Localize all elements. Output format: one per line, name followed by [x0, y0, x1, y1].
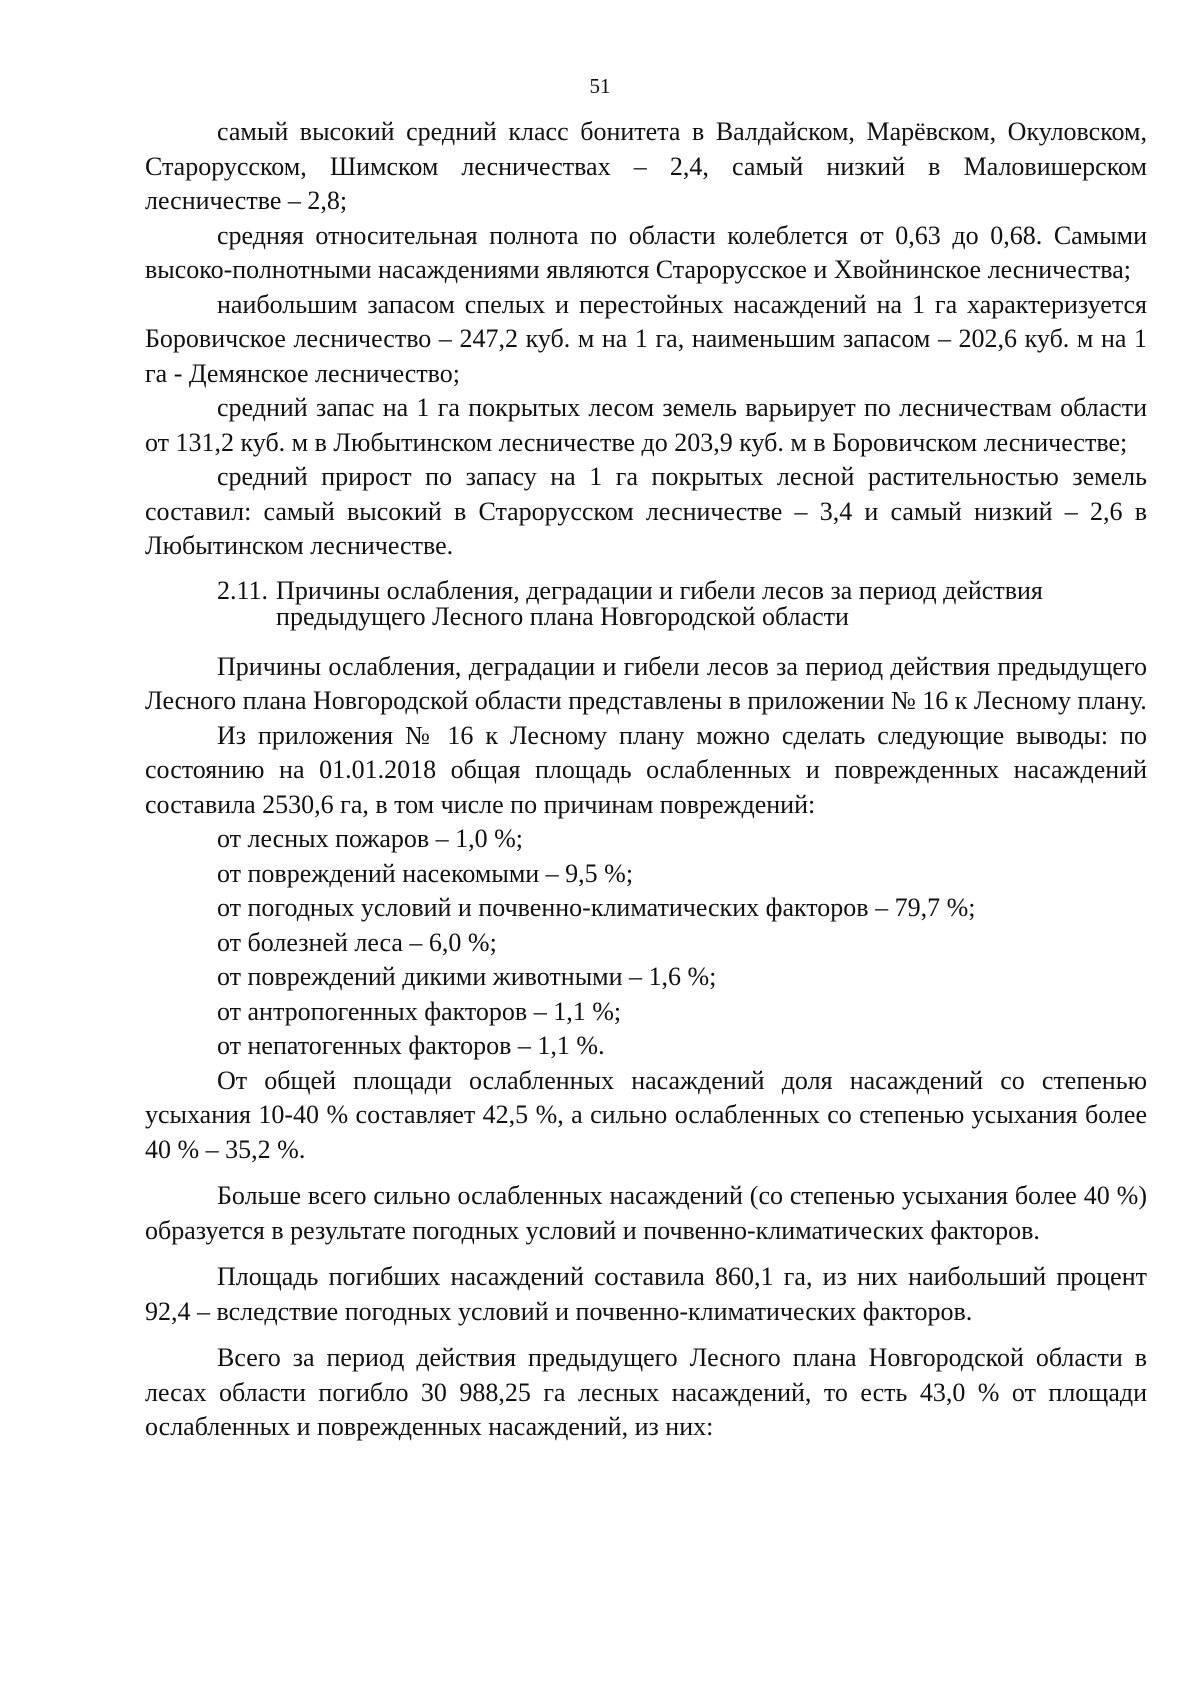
list-item: от болезней леса – 6,0 %;: [217, 927, 497, 957]
paragraph-conclusions: Из приложения № 16 к Лесному плану можно сделать следующие выводы: по состоянию на 01.01.2018 общая площадь ослабленных и поврежденных насаждений составила 2530,6 га, в том числе по причинам повреждений:: [145, 720, 1147, 819]
list-item: от непатогенных факторов – 1,1 %.: [217, 1031, 605, 1060]
list-item: от лесных пожаров – 1,0 %;: [217, 824, 524, 853]
section-number: 2.11.: [217, 575, 269, 605]
paragraph-total-dead: Всего за период действия предыдущего Лесного плана Новгородской области в лесах области погибло 30 988,25 га лесных насаждений, то есть 43,0 % от площади ослабленных и поврежденных насаждений, из них:: [145, 1343, 1147, 1441]
paragraph-density: средняя относительная полнота по области колеблется от 0,63 до 0,68. Самыми высоко-полнотными насаждениями являются Старорусское и Хвойнинское лесничества;: [145, 220, 1147, 284]
paragraph-average-growth: средний прирост по запасу на 1 га покрытых лесной растительностью земель составил: самый высокий в Старорусском лесничестве – 3,4 и самый низкий – 2,6 в Любытинском лесничестве.: [145, 462, 1147, 560]
list-item: от погодных условий и почвенно-климатических факторов – 79,7 %;: [217, 893, 976, 922]
paragraph-average-stock: средний запас на 1 га покрытых лесом земель варьирует по лесничествам области от 131,2 куб. м в Любытинском лесничестве до 203,9 куб. м в Боровичском лесничестве;: [145, 393, 1147, 457]
paragraph-weakened-most: Больше всего сильно ослабленных насаждений (со степенью усыхания более 40 %) образуется в результате погодных условий и почвенно-климатических факторов.: [145, 1181, 1147, 1245]
paragraph-dead-area: Площадь погибших насаждений составила 860,1 га, из них наибольший процент 92,4 – вследствие погодных условий и почвенно-климатических факторов.: [145, 1262, 1147, 1326]
list-item: от повреждений насекомыми – 9,5 %;: [217, 858, 634, 888]
list-item: от повреждений дикими животными – 1,6 %;: [217, 962, 717, 991]
section-heading: [145, 575, 1147, 631]
list-item: от антропогенных факторов – 1,1 %;: [217, 996, 622, 1026]
page-number: 51: [589, 74, 611, 98]
section-title: Причины ослабления, деградации и гибели лесов за период действия предыдущего Лесного плана Новгородской области: [276, 575, 1043, 631]
page-content: [145, 115, 1147, 1445]
paragraph-drying-share: От общей площади ослабленных насаждений доля насаждений со степенью усыхания 10-40 % составляет 42,5 %, а сильно ослабленных со степенью усыхания более 40 % – 35,2 %.: [145, 1065, 1147, 1164]
paragraph-bonitet: самый высокий средний класс бонитета в Валдайском, Марёвском, Окуловском, Старорусском, Шимском лесничествах – 2,4, самый низкий в Маловишерском лесничестве – 2,8;: [145, 117, 1147, 215]
paragraph-stock-mature: наибольшим запасом спелых и перестойных насаждений на 1 га характеризуется Боровичское лесничество – 247,2 куб. м на 1 га, наименьшим запасом – 202,6 куб. м на 1 га - Демянское лесничество;: [145, 289, 1147, 388]
causes-list: [145, 822, 1147, 1064]
paragraph-causes-intro: Причины ослабления, деградации и гибели лесов за период действия предыдущего Лесного плана Новгородской области представлены в приложении № 16 к Лесному плану.: [145, 651, 1147, 715]
